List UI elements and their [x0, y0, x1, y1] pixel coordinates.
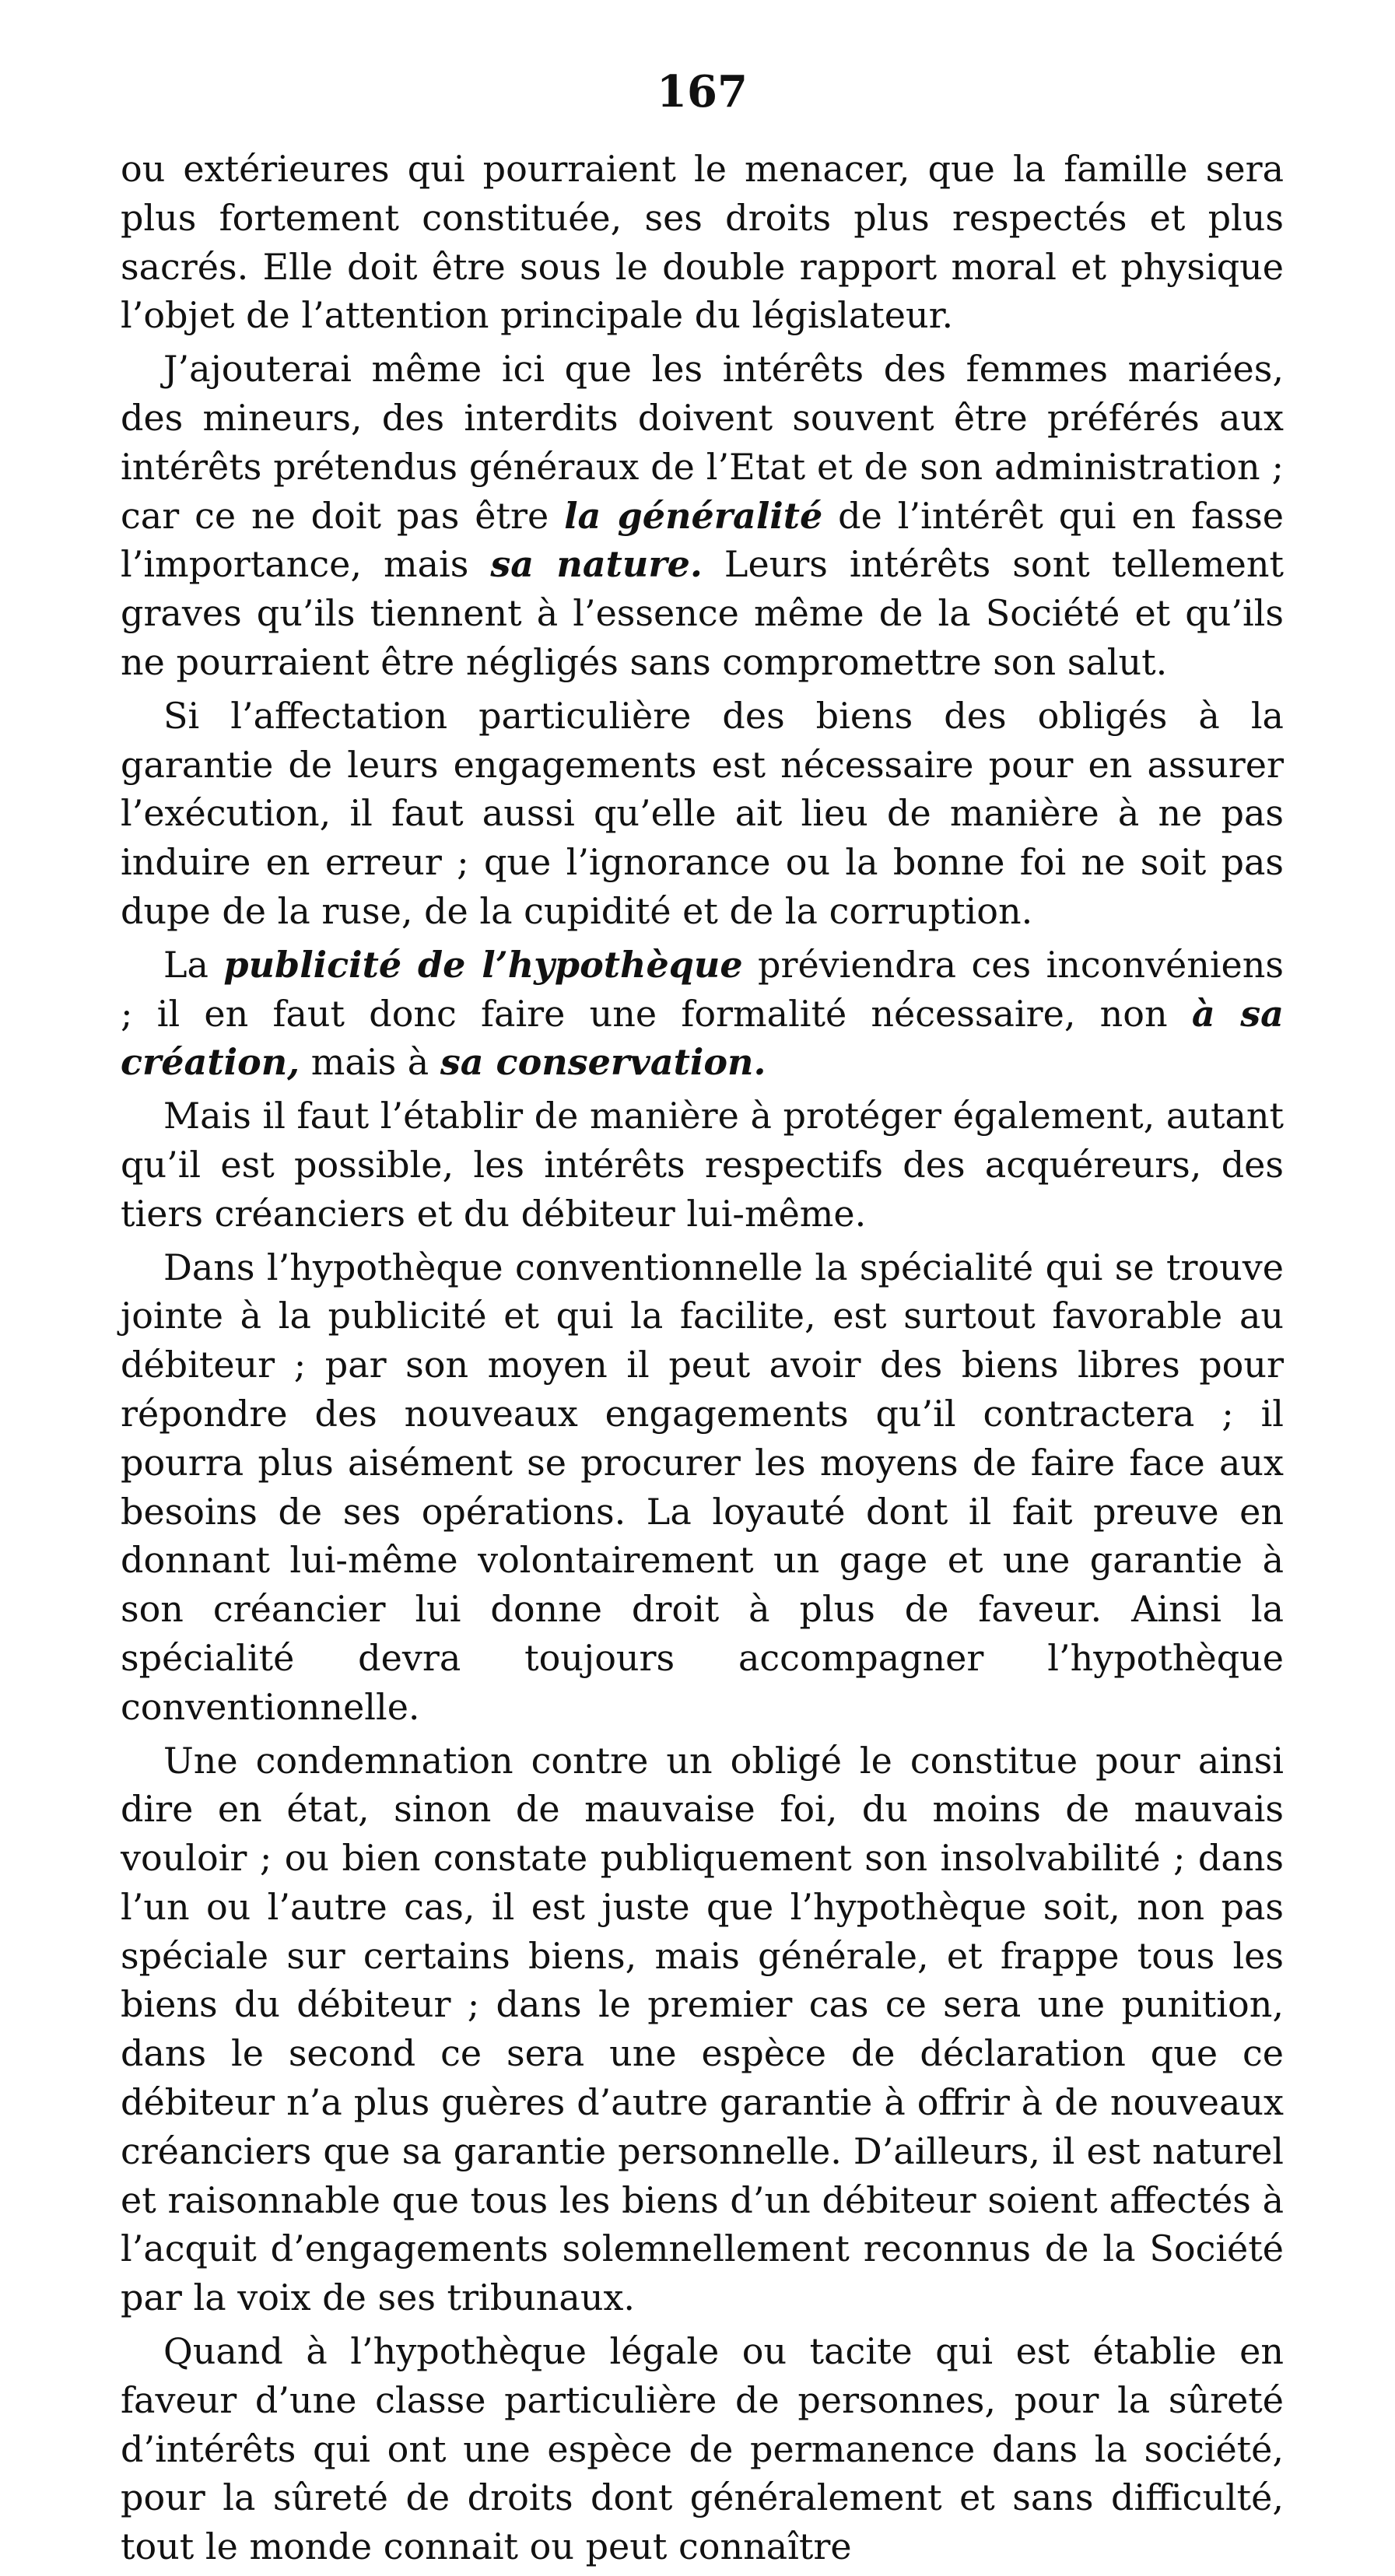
italic-phrase: publicité de l’hypothèque: [223, 943, 743, 986]
italic-phrase: à sa création,: [121, 992, 1284, 1084]
text-run: mais à: [300, 1041, 440, 1084]
paragraph: [121, 1243, 1284, 1732]
text-run: Leurs intérêts sont tellement graves qu’ils tiennent à l’essence même de la Société et qu’ils ne pourraient être négligés sans compromettre son salut.: [121, 543, 1284, 683]
italic-phrase: la généralité: [564, 494, 823, 537]
text-run: La: [163, 943, 224, 986]
text-run: de l’intérêt qui en fasse l’importance, mais: [121, 494, 1284, 586]
text-run: Quand à l’hypothèque légale ou tacite qui est établie en faveur d’une classe particulière de personnes, pour la sûreté d’intérêts qui ont une espèce de permanence dans la société, pour la sûreté de droits dont généralement et sans difficulté, tout le monde connait ou peut connaître: [121, 2330, 1284, 2568]
text-run: J’ajouterai même ici que les intérêts des femmes mariées, des mineurs, des interdits doivent souvent être préférés aux intérêts prétendus généraux de l’Etat et de son administration ; car ce ne doit pas être: [121, 348, 1284, 537]
paragraph: [121, 2327, 1284, 2571]
book-page: [121, 66, 1285, 2576]
paragraph: [121, 1737, 1284, 2323]
text-run: Dans l’hypothèque conventionnelle la spécialité qui se trouve jointe à la publicité et qui la facilite, est surtout favorable au débiteur ; par son moyen il peut avoir des biens libres pour répondre des nouveaux engagements qu’il contractera ; il pourra plus aisément se procurer les moyens de faire face aux besoins de ses opérations. La loyauté dont il fait preuve en donnant lui-même volontairement un gage et une garantie à son créancier lui donne droit à plus de faveur. Ainsi la spécialité devra toujours accompagner l’hypothèque conventionnelle.: [121, 1246, 1284, 1728]
text-run: Si l’affectation particulière des biens des obligés à la garantie de leurs engagements est nécessaire pour en assurer l’exécution, il faut aussi qu’elle ait lieu de manière à ne pas induire en erreur ; que l’ignorance ou la bonne foi ne soit pas dupe de la ruse, de la cupidité et de la corruption.: [121, 694, 1284, 932]
paragraph: [121, 345, 1284, 687]
paragraph: [121, 692, 1284, 936]
paragraph: [121, 941, 1284, 1087]
italic-phrase: sa nature.: [490, 543, 703, 586]
page-number: 167: [657, 66, 748, 117]
text-run: Une condemnation contre un obligé le constitue pour ainsi dire en état, sinon de mauvaise foi, du moins de mauvais vouloir ; ou bien constate publiquement son insolvabilité ; dans l’un ou l’autre cas, il est juste que l’hypothèque soit, non pas spéciale sur certains biens, mais générale, et frappe tous les biens du débiteur ; dans le premier cas ce sera une punition, dans le second ce sera une espèce de déclaration que ce débiteur n’a plus guères d’autre garantie à offrir à de nouveaux créanciers que sa garantie personnelle. D’ailleurs, il est naturel et raisonnable que tous les biens d’un débiteur soient affectés à l’acquit d’engagements solemnellement reconnus de la Société par la voix de ses tribunaux.: [121, 1739, 1284, 2319]
italic-phrase: sa conservation.: [440, 1041, 766, 1084]
paragraph: [121, 145, 1284, 340]
text-run: Mais il faut l’établir de manière à protéger également, autant qu’il est possible, les intérêts respectifs des acquéreurs, des tiers créanciers et du débiteur lui-même.: [121, 1095, 1284, 1235]
text-run: préviendra ces inconvéniens ; il en faut donc faire une formalité nécessaire, non: [121, 943, 1285, 1035]
body-text: [121, 145, 1284, 2571]
text-run: ou extérieures qui pourraient le menacer, que la famille sera plus fortement constituée, ses droits plus respectés et plus sacrés. Elle doit être sous le double rapport moral et physique l’objet de l’attention principale du législateur.: [121, 148, 1284, 337]
paragraph: [121, 1092, 1284, 1238]
